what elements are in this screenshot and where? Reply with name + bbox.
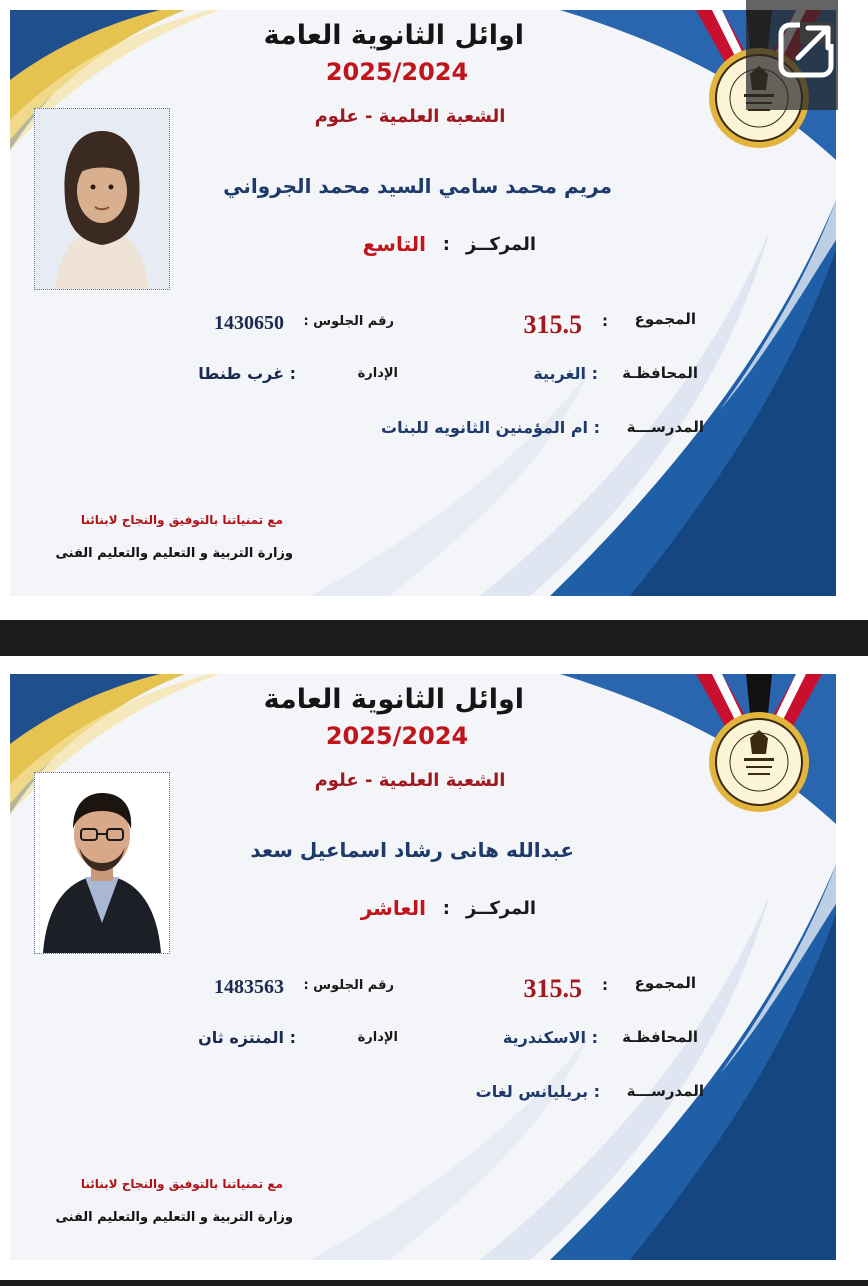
administration-label: الإدارة (357, 1030, 398, 1045)
academic-year: 2025/2024 (325, 58, 469, 86)
bottom-edge-bar (0, 1280, 868, 1286)
total-value: 315.5 (523, 310, 582, 339)
ministry-medal (696, 674, 822, 814)
wishes-text: مع تمنياتنا بالتوفيق والنجاح لابنائنا (80, 1177, 283, 1191)
governorate-value: : الغربية (533, 364, 598, 383)
student-photo (34, 108, 170, 290)
governorate-value: : الاسكندرية (502, 1028, 598, 1047)
seat-number-label: رقم الجلوس : (303, 314, 394, 329)
student-card-1 (10, 10, 836, 596)
card-title: اوائل الثانوية العامة (263, 684, 524, 715)
card-title: اوائل الثانوية العامة (263, 20, 524, 51)
rank-colon: : (442, 234, 450, 255)
ministry-text: وزارة التربية و التعليم والتعليم الفنى (55, 1210, 293, 1225)
rank-value: التاسع (362, 232, 426, 256)
administration-value: : المنتزه ثان (198, 1028, 296, 1047)
rank-colon: : (442, 898, 450, 919)
rank-label: المركــز (465, 898, 536, 919)
total-label: المجموع (634, 310, 696, 328)
branch-label: الشعبة العلمية - علوم (314, 770, 506, 791)
expand-arrow-icon (778, 22, 834, 78)
total-value: 315.5 (523, 974, 582, 1003)
total-colon: : (602, 976, 608, 994)
governorate-label: المحافظـة (622, 364, 698, 382)
card-separator (0, 620, 868, 656)
ministry-text: وزارة التربية و التعليم والتعليم الفنى (55, 546, 293, 561)
school-label: المدرســـة (626, 1082, 704, 1100)
total-label: المجموع (634, 974, 696, 992)
rank-label: المركــز (465, 234, 536, 255)
total-colon: : (602, 312, 608, 330)
school-value: : ام المؤمنين الثانويه للبنات (381, 418, 600, 437)
student-card-2 (10, 674, 836, 1260)
seat-number-label: رقم الجلوس : (303, 978, 394, 993)
expand-button[interactable] (746, 0, 838, 110)
administration-value: : غرب طنطا (198, 364, 296, 383)
school-value: : بريليانس لغات (475, 1082, 600, 1101)
rank-value: العاشر (360, 896, 426, 920)
governorate-label: المحافظـة (622, 1028, 698, 1046)
wishes-text: مع تمنياتنا بالتوفيق والنجاح لابنائنا (80, 513, 283, 527)
student-photo (34, 772, 170, 954)
administration-label: الإدارة (357, 366, 398, 381)
academic-year: 2025/2024 (325, 722, 469, 750)
seat-number-value: 1430650 (214, 312, 284, 334)
student-name: عبدالله هانى رشاد اسماعيل سعد (250, 838, 574, 862)
student-name: مريم محمد سامي السيد محمد الجرواني (223, 174, 612, 198)
seat-number-value: 1483563 (214, 976, 284, 998)
school-label: المدرســـة (626, 418, 704, 436)
branch-label: الشعبة العلمية - علوم (314, 106, 506, 127)
